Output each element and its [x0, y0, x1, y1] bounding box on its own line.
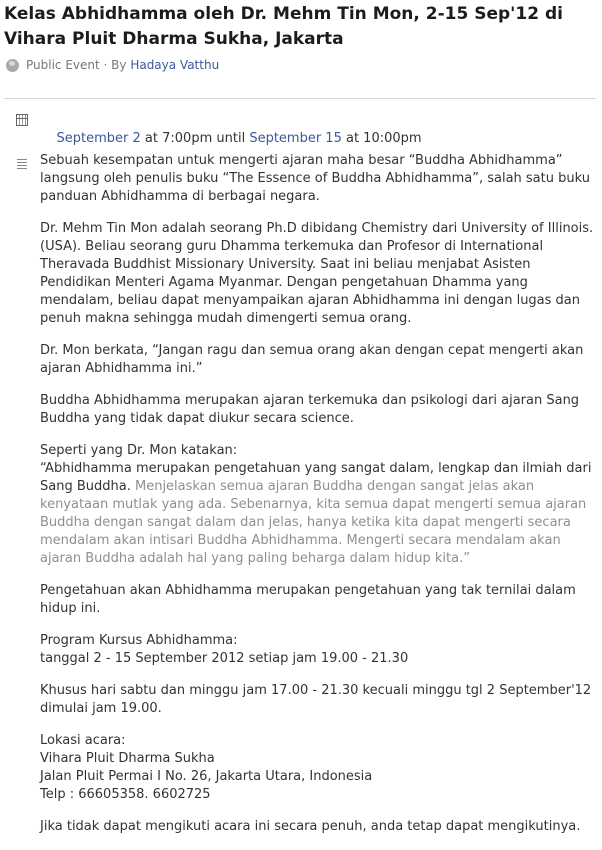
description-paragraph: Buddha Abhidhamma merupakan ajaran terkemuka dan psikologi dari ajaran Sang Buddha yang tidak dapat diukur secara science. [40, 393, 580, 426]
description-paragraph: Dr. Mon berkata, “Jangan ragu dan semua orang akan dengan cepat mengerti akan ajaran Abhidhamma ini.” [40, 343, 584, 376]
header-divider [4, 98, 596, 99]
quote-faded: Menjelaskan semua ajaran Buddha dengan sangat jelas akan kenyataan mutlak yang ada. Sebenarnya, kita semua dapat mengerti semua ajaran Buddha dengan sangat dalam dan jelas, hanya ketika kita dapat mengerti secara mendalam akan intisari Buddha Abhidhamma. Mengerti secara mendalam akan ajaran Buddha adalah hal yang paling beharga dalam hidup kita.” [40, 479, 587, 566]
description-paragraph: Sebuah kesempatan untuk mengerti ajaran maha besar “Buddha Abhidhamma” langsung oleh penulis buku “The Essence of Buddha Abhidhamma”, salah satu buku panduan Abhidhamma di berbagai negara. [40, 153, 590, 204]
description-paragraph [40, 442, 594, 568]
start-date-link[interactable]: September 2 [56, 131, 141, 146]
event-meta [6, 57, 219, 73]
description-icon [17, 159, 27, 171]
description-paragraph: Lokasi acara: Vihara Pluit Dharma Sukha Jalan Pluit Permai I No. 26, Jakarta Utara, Indonesia Telp : 66605358. 6602725 [40, 733, 373, 802]
description-paragraph: Dr. Mehm Tin Mon adalah seorang Ph.D dibidang Chemistry dari University of Illinois. (USA). Beliau seorang guru Dhamma terkemuka dan Profesor di International Theravada Buddhist Missionary University. Saat ini beliau menjabat Asisten Pendidikan Menteri Agama Myanmar. Dengan pengetahuan Dhamma yang mendalam, beliau dapat menyampaikan ajaran Abhidhamma ini dengan lugas dan penuh makna sehingga mudah dimengerti semua orang. [40, 221, 594, 326]
calendar-icon [16, 114, 28, 126]
description-paragraph: Khusus hari sabtu dan minggu jam 17.00 - 21.30 kecuali minggu tgl 2 September'12 dimulai jam 19.00. [40, 683, 592, 716]
description-paragraph: Program Kursus Abhidhamma: tanggal 2 - 15 September 2012 setiap jam 19.00 - 21.30 [40, 633, 409, 666]
end-date-link[interactable]: September 15 [249, 131, 342, 146]
host-link[interactable]: Hadaya Vatthu [130, 58, 220, 72]
privacy-label: Public Event [26, 58, 100, 72]
quote-intro: Seperti yang Dr. Mon katakan: “Abhidhamma merupakan pengetahuan yang sangat dalam, lengkap dan ilmiah dari Sang Buddha. [40, 443, 592, 494]
globe-icon [6, 59, 19, 72]
event-title: Kelas Abhidhamma oleh Dr. Mehm Tin Mon, 2-15 Sep'12 di Vihara Pluit Dharma Sukha, Jakarta [4, 4, 563, 49]
by-prefix: · By [99, 58, 131, 72]
end-time: at 10:00pm [341, 131, 422, 146]
description-paragraph: Pengetahuan akan Abhidhamma merupakan pengetahuan yang tak ternilai dalam hidup ini. [40, 583, 576, 616]
start-time: at 7:00pm [140, 131, 217, 146]
description-paragraph: Jika tidak dapat mengikuti acara ini secara penuh, anda tetap dapat mengikutinya. [40, 819, 581, 834]
until-label: until [216, 131, 250, 146]
event-description [40, 152, 594, 850]
